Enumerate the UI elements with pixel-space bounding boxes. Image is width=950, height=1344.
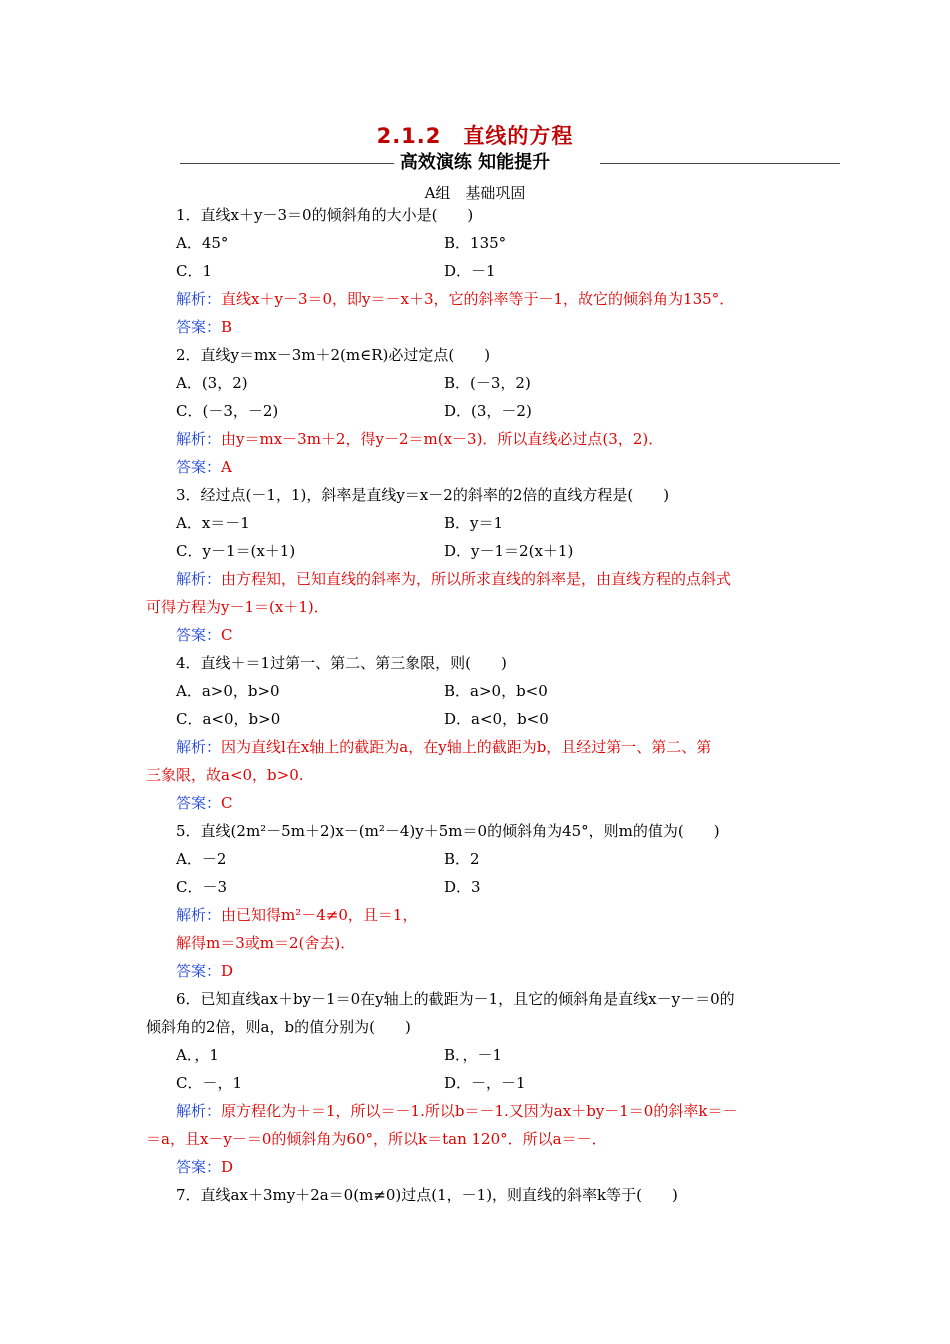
q5-option-c: C．－3 xyxy=(176,878,228,896)
q1-option-a: A．45° xyxy=(176,234,229,252)
q6-option-b: B．，－1 xyxy=(444,1046,503,1064)
page-subtitle: 高效演练 知能提升 xyxy=(0,148,950,174)
q4-answer: 答案：C xyxy=(176,794,233,812)
question-1: 1．直线x＋y－3＝0的倾斜角的大小是( ) xyxy=(176,206,474,224)
page-title: 2.1.2 直线的方程 xyxy=(376,124,574,148)
q2-option-d: D．(3，－2) xyxy=(444,402,532,420)
q5-option-a: A．－2 xyxy=(176,850,227,868)
q5-answer: 答案：D xyxy=(176,962,234,980)
q1-option-c: C．1 xyxy=(176,262,213,280)
q2-option-a: A．(3，2) xyxy=(176,374,248,392)
q3-option-c: C．y－1＝(x＋1) xyxy=(176,542,296,560)
q6-solution-cont: ＝a，且x－y－＝0的倾斜角为60°，所以k＝tan 120°．所以a＝－． xyxy=(146,1130,607,1148)
q6-solution: 解析：原方程化为＋＝1，所以＝－1.所以b＝－1.又因为ax＋by－1＝0的斜率k＝－ xyxy=(176,1102,738,1120)
q1-option-b: B．135° xyxy=(444,234,507,252)
q4-solution-cont: 三象限，故a<0，b>0. xyxy=(146,766,304,784)
q4-option-a: A．a>0，b>0 xyxy=(176,682,280,700)
group-heading: A组 基础巩固 xyxy=(424,184,526,202)
q5-option-d: D．3 xyxy=(444,878,481,896)
q4-solution: 解析：因为直线l在x轴上的截距为a，在y轴上的截距为b，且经过第一、第二、第 xyxy=(176,738,712,756)
q1-option-d: D．－1 xyxy=(444,262,496,280)
q2-option-b: B．(－3，2) xyxy=(444,374,531,392)
question-4: 4．直线＋＝1过第一、第二、第三象限，则( ) xyxy=(176,654,507,672)
q6-answer: 答案：D xyxy=(176,1158,234,1176)
question-3: 3．经过点(－1，1)，斜率是直线y＝x－2的斜率的2倍的直线方程是( ) xyxy=(176,486,670,504)
question-6-cont: 倾斜角的2倍，则a，b的值分别为( ) xyxy=(146,1018,411,1036)
question-5: 5．直线(2m²－5m＋2)x－(m²－4)y＋5m＝0的倾斜角为45°，则m的值为( ) xyxy=(176,822,720,840)
q4-option-b: B．a>0，b<0 xyxy=(444,682,548,700)
q6-option-a: A．，1 xyxy=(176,1046,219,1064)
question-6: 6．已知直线ax＋by－1＝0在y轴上的截距为－1，且它的倾斜角是直线x－y－＝0的 xyxy=(176,990,735,1008)
q3-option-d: D．y－1＝2(x＋1) xyxy=(444,542,574,560)
q2-answer: 答案：A xyxy=(176,458,232,476)
q5-solution-cont: 解得m＝3或m＝2(舍去)． xyxy=(176,934,356,952)
q6-option-d: D．－，－1 xyxy=(444,1074,526,1092)
q2-option-c: C．(－3，－2) xyxy=(176,402,279,420)
question-7: 7．直线ax＋3my＋2a＝0(m≠0)过点(1，－1)，则直线的斜率k等于( ) xyxy=(176,1186,678,1204)
q3-solution-cont: 可得方程为y－1＝(x＋1)． xyxy=(146,598,329,616)
q4-option-c: C．a<0，b>0 xyxy=(176,710,281,728)
q1-answer: 答案：B xyxy=(176,318,233,336)
q2-solution: 解析：由y＝mx－3m＋2，得y－2＝m(x－3)．所以直线必过点(3，2)． xyxy=(176,430,664,448)
q3-option-a: A．x＝－1 xyxy=(176,514,250,532)
q1-solution: 解析：直线x＋y－3＝0，即y＝－x＋3，它的斜率等于－1，故它的倾斜角为135°． xyxy=(176,290,735,308)
q4-option-d: D．a<0，b<0 xyxy=(444,710,549,728)
q5-option-b: B．2 xyxy=(444,850,480,868)
q3-option-b: B．y＝1 xyxy=(444,514,504,532)
q3-answer: 答案：C xyxy=(176,626,233,644)
question-2: 2．直线y＝mx－3m＋2(m∈R)必过定点( ) xyxy=(176,346,491,364)
q5-solution: 解析：由已知得m²－4≠0，且＝1， xyxy=(176,906,418,924)
q3-solution: 解析：由方程知，已知直线的斜率为，所以所求直线的斜率是，由直线方程的点斜式 xyxy=(176,570,732,588)
q6-option-c: C．－，1 xyxy=(176,1074,243,1092)
